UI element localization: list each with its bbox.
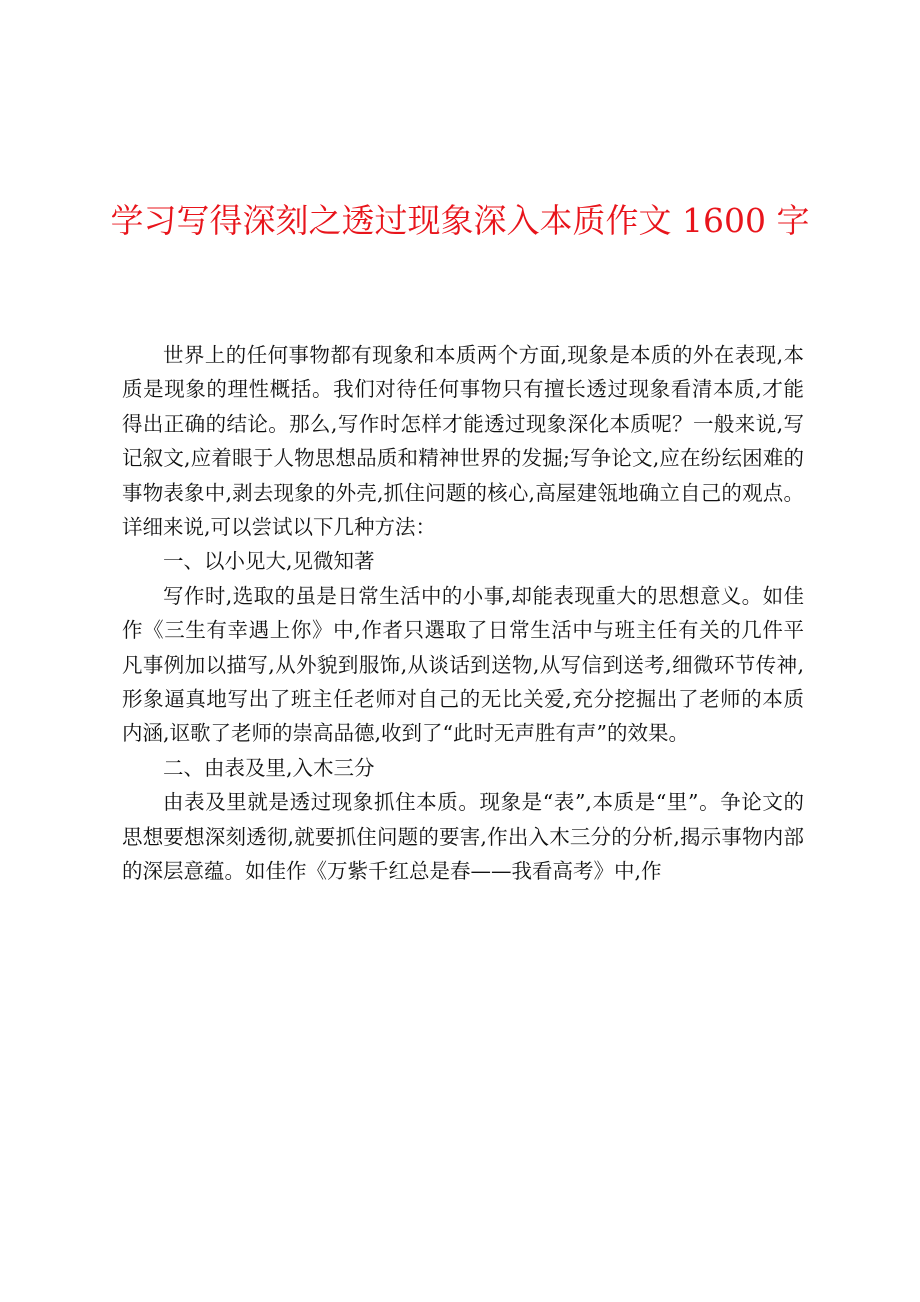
paragraph-intro: 世界上的任何事物都有现象和本质两个方面,现象是本质的外在表现,本质是现象的理性概括。我们对待任何事物只有擅长透过现象看清本质,才能得出正确的结论。那么,写作时怎样才能透过现象深化本质呢？一般来说,写记叙文,应着眼于人物思想品质和精神世界的发掘;写争论文,应在纷纭困难的事物表象中,剥去现象的外壳,抓住问题的核心,高屋建瓴地确立自己的观点。详细来说,可以尝试以下几种方法：	[122, 343, 804, 540]
document-title: 学习写得深刻之透过现象深入本质作文 1600 字	[110, 201, 810, 240]
section-heading-2: 二、由表及里,入木三分	[163, 755, 375, 780]
document-body	[122, 338, 804, 889]
paragraph-section-1: 写作时,选取的虽是日常生活中的小事,却能表现重大的思想意义。如佳作《三生有幸遇上你》中,作者只選取了日常生活中与班主任有关的几件平凡事例加以描写,从外貌到服饰,从谈话到送物,从写信到送考,细微环节传神,形象逼真地写出了班主任老师对自己的无比关爱,充分挖掘出了老师的本质内涵,讴歌了老师的崇高品德,收到了“此时无声胜有声”的效果。	[122, 583, 804, 746]
paragraph-section-2: 由表及里就是透过现象抓住本质。现象是“表”,本质是“里”。争论文的思想要想深刻透彻,就要抓住问题的要害,作出入木三分的分析,揭示事物内部的深层意蕴。如佳作《万紫千红总是春——我看高考》中,作	[122, 790, 804, 884]
section-heading-1: 一、以小见大,见微知著	[163, 549, 375, 574]
